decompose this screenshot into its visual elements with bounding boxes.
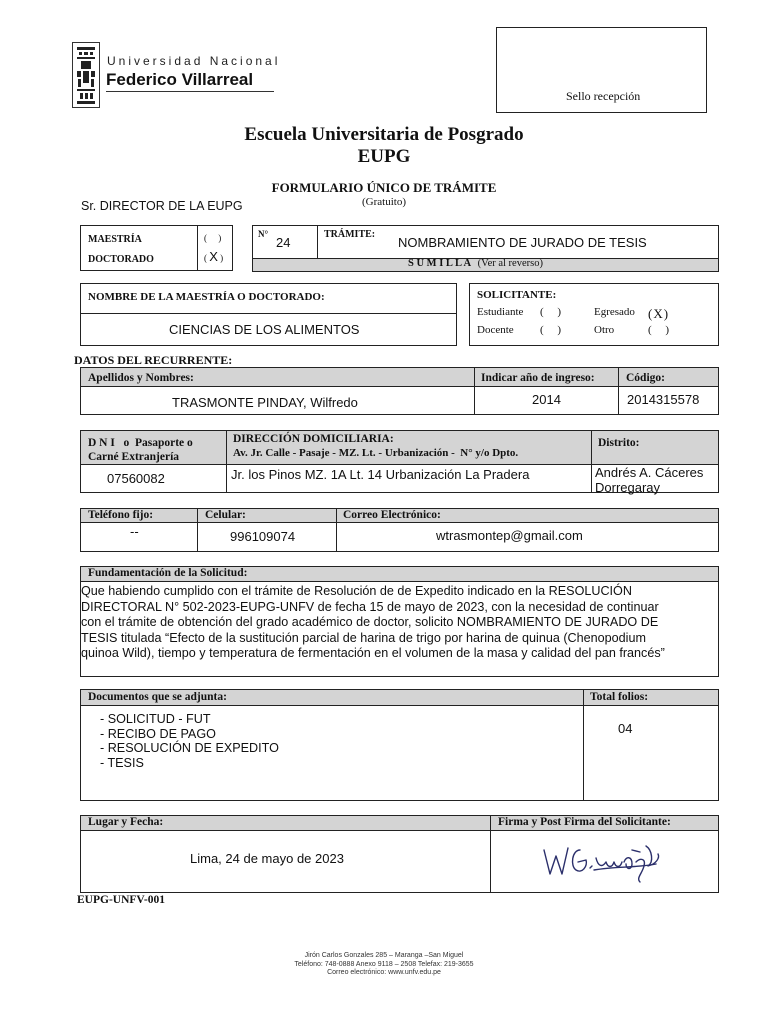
solicitante-docente-checkbox[interactable]: ( ) xyxy=(540,324,562,336)
fundamentacion-label: Fundamentación de la Solicitud: xyxy=(88,567,248,579)
solicitante-otro-checkbox[interactable]: ( ) xyxy=(648,324,670,336)
doctorado-label: DOCTORADO xyxy=(88,254,154,265)
address-divider-2 xyxy=(591,430,592,493)
email-label: Correo Electrónico: xyxy=(343,509,441,521)
recurrente-code-label: Código: xyxy=(626,372,665,384)
university-name-line1: Universidad Nacional xyxy=(107,54,281,68)
doctorado-checkbox[interactable] xyxy=(204,249,223,264)
fundamentacion-line: quinoa Wild), tiempo y temperatura de fermentación en el volumen de la masa y calidad del pan francés” xyxy=(81,646,665,660)
form-code: EUPG-UNFV-001 xyxy=(77,894,165,906)
solicitante-estudiante-checkbox[interactable]: ( ) xyxy=(540,306,562,318)
doctorado-checkbox-close: ) xyxy=(220,253,224,263)
tramite-number-label: N° xyxy=(258,229,269,239)
solicitante-estudiante-label: Estudiante xyxy=(477,306,524,318)
place-date-value: Lima, 24 de mayo de 2023 xyxy=(190,851,344,866)
phone-value: -- xyxy=(130,524,139,539)
list-item: - RESOLUCIÓN DE EXPEDITO xyxy=(100,741,279,755)
contact-divider-1 xyxy=(197,508,198,552)
firma-divider xyxy=(490,815,491,893)
documentos-label: Documentos que se adjunta: xyxy=(88,691,227,703)
signature-label: Firma y Post Firma del Solicitante: xyxy=(498,816,671,828)
program-name-value: CIENCIAS DE LOS ALIMENTOS xyxy=(169,322,360,337)
dni-value: 07560082 xyxy=(107,471,165,486)
university-name-line2: Federico Villarreal xyxy=(106,70,254,89)
list-item: - RECIBO DE PAGO xyxy=(100,726,216,741)
address-value: Jr. los Pinos MZ. 1A Lt. 14 Urbanización La Pradera xyxy=(231,467,530,482)
program-name-label: NOMBRE DE LA MAESTRÍA O DOCTORADO: xyxy=(88,291,325,303)
email-value: wtrasmontep@gmail.com xyxy=(436,528,583,543)
dni-label-line2: Carné Extranjería xyxy=(88,451,180,463)
recurrente-name-value: TRASMONTE PINDAY, Wilfredo xyxy=(172,395,358,410)
recurrente-divider-1 xyxy=(474,367,475,415)
solicitante-label: SOLICITANTE: xyxy=(477,289,557,301)
contact-divider-2 xyxy=(336,508,337,552)
folios-value: 04 xyxy=(618,721,633,736)
school-title: Escuela Universitaria de Posgrado xyxy=(244,124,524,145)
district-value-line1: Andrés A. Cáceres xyxy=(595,465,704,480)
cell-label: Celular: xyxy=(205,509,246,521)
cell-value: 996109074 xyxy=(230,529,296,544)
district-label: Distrito: xyxy=(598,437,640,449)
fundamentacion-line: DIRECTORAL N° 502-2023-EUPG-UNFV de fecha 15 de mayo de 2023, con la necesidad de continuar xyxy=(81,599,659,614)
fundamentacion-text xyxy=(81,584,717,662)
place-date-label: Lugar y Fecha: xyxy=(88,816,164,828)
recurrente-year-value: 2014 xyxy=(532,392,561,407)
tramite-type-value: NOMBRAMIENTO DE JURADO DE TESIS xyxy=(398,235,647,250)
program-type-divider xyxy=(197,225,198,271)
maestria-label: MAESTRÍA xyxy=(88,234,142,245)
recurrente-year-label: Indicar año de ingreso: xyxy=(481,372,595,384)
district-value-line2: Dorregaray xyxy=(595,480,661,495)
handwritten-signature xyxy=(536,836,666,886)
fundamentacion-line: TESIS titulada “Efecto de la sustitución parcial de harina de trigo por harina de quinua (Chenopodium xyxy=(81,630,646,645)
fundamentacion-line: Que habiendo cumplido con el trámite de Resolución de de Expedito indicado en la RESOLUCIÓN xyxy=(81,584,632,598)
recurrente-section-title: DATOS DEL RECURRENTE: xyxy=(74,353,233,367)
documentos-divider xyxy=(583,689,584,801)
sumilla-label: S U M I L L A xyxy=(408,258,472,269)
doctorado-checkbox-mark: X xyxy=(209,249,218,264)
university-seal xyxy=(72,42,100,108)
form-subtitle: (Gratuito) xyxy=(362,196,406,208)
list-item: - SOLICITUD - FUT xyxy=(100,712,211,726)
recurrente-name-label: Apellidos y Nombres: xyxy=(88,372,194,384)
folios-label: Total folios: xyxy=(590,691,649,703)
stamp-label: Sello recepción xyxy=(566,89,641,103)
sumilla-note: (Ver al reverso) xyxy=(477,258,543,269)
stamp-box xyxy=(496,27,707,113)
footer-email: Correo electrónico: www.unfv.edu.pe xyxy=(327,969,441,976)
footer-phone: Teléfono: 748-0888 Anexo 9118 – 2508 Telefax: 219-3655 xyxy=(294,961,474,968)
tramite-number-value: 24 xyxy=(276,235,291,250)
seal-emblem-icon xyxy=(73,43,99,107)
list-item: - TESIS xyxy=(100,755,144,770)
sumilla-text xyxy=(408,258,543,269)
solicitante-otro-label: Otro xyxy=(594,324,615,336)
solicitante-egresado-label: Egresado xyxy=(594,306,635,318)
university-name-underline xyxy=(106,91,274,92)
phone-label: Teléfono fijo: xyxy=(88,509,154,521)
solicitante-docente-label: Docente xyxy=(477,324,514,336)
solicitante-egresado-checkbox[interactable]: (X) xyxy=(648,306,670,321)
documentos-list xyxy=(100,712,279,770)
recurrente-divider-2 xyxy=(618,367,619,415)
address-divider-1 xyxy=(226,430,227,493)
school-abbreviation: EUPG xyxy=(357,146,411,167)
maestria-checkbox[interactable]: ( ) xyxy=(204,233,222,243)
form-title: FORMULARIO ÚNICO DE TRÁMITE xyxy=(271,180,497,195)
address-label-line2: Av. Jr. Calle - Pasaje - MZ. Lt. - Urbanización - N° y/o Dpto. xyxy=(233,447,519,459)
addressee-line: Sr. DIRECTOR DE LA EUPG xyxy=(81,199,243,213)
address-label-line1: DIRECCIÓN DOMICILIARIA: xyxy=(233,433,394,445)
tramite-divider xyxy=(317,225,318,259)
recurrente-code-value: 2014315578 xyxy=(627,392,700,407)
fundamentacion-line: con el trámite de obtención del grado académico de doctor, solicito NOMBRAMIENTO DE JURADO DE xyxy=(81,615,659,629)
doctorado-checkbox-open: ( xyxy=(204,253,207,263)
tramite-type-label: TRÁMITE: xyxy=(324,229,376,240)
dni-label-line1: D N I o Pasaporte o xyxy=(88,437,193,449)
signature-scribble-icon xyxy=(536,836,666,886)
footer-address: Jirón Carlos Gonzales 285 – Maranga –San Miguel xyxy=(304,952,464,959)
program-name-divider xyxy=(80,313,457,314)
